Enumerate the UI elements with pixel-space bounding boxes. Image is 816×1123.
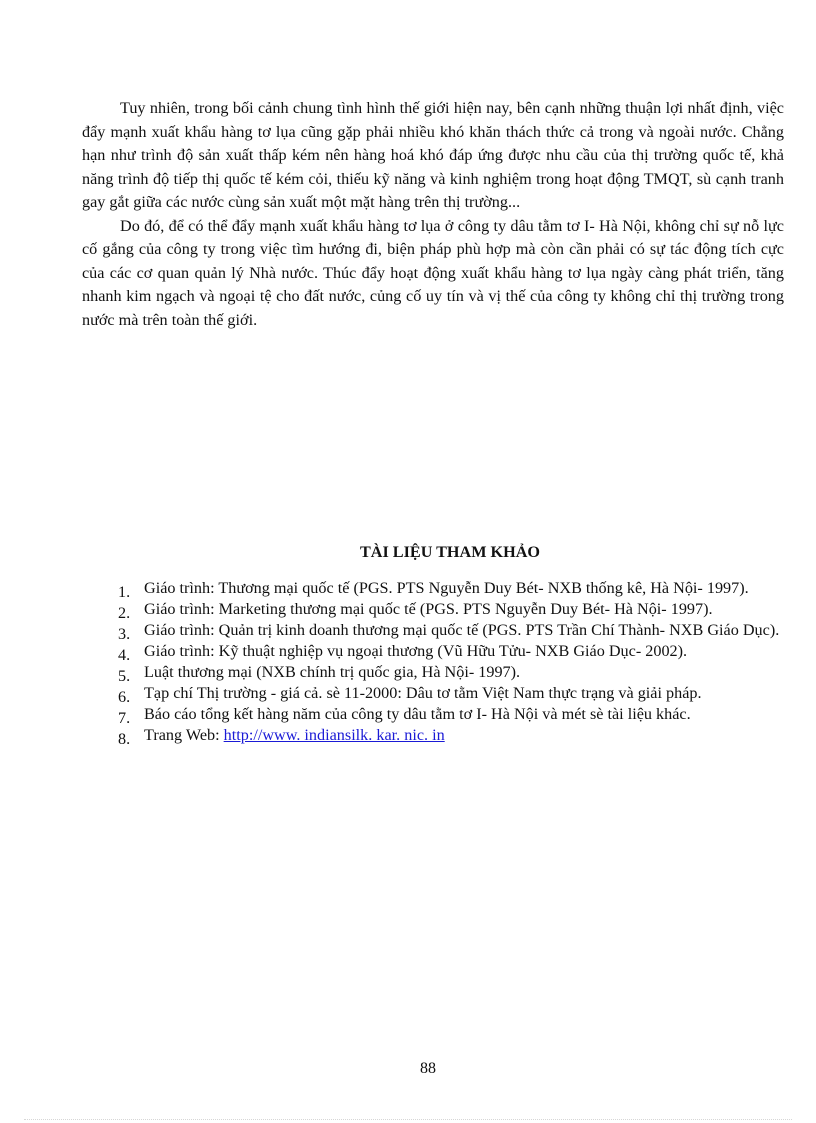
reference-number: 7.: [118, 709, 131, 727]
reference-item: [118, 725, 784, 746]
reference-text: Giáo trình: Thương mại quốc tế (PGS. PTS Nguyễn Duy Bét- NXB thống kê, Hà Nội- 1997).: [144, 579, 749, 597]
website-link[interactable]: http://www. indiansilk. kar. nic. in: [223, 726, 445, 744]
reference-number: 1.: [118, 583, 131, 601]
references-list: [118, 578, 784, 746]
reference-text: Tạp chí Thị trường - giá cả. sè 11-2000: Dâu tơ tằm Việt Nam thực trạng và giải pháp.: [144, 684, 702, 702]
reference-item: [118, 704, 784, 725]
reference-text: Báo cáo tổng kết hàng năm của công ty dâu tằm tơ I- Hà Nội và mét sè tài liệu khác.: [144, 705, 691, 723]
reference-item: [118, 620, 784, 641]
reference-text: Giáo trình: Kỹ thuật nghiệp vụ ngoại thương (Vũ Hữu Tửu- NXB Giáo Dục- 2002).: [144, 642, 688, 660]
reference-text: Luật thương mại (NXB chính trị quốc gia, Hà Nội- 1997).: [144, 663, 521, 681]
reference-number: 8.: [118, 730, 131, 748]
page-number: 88: [420, 1060, 436, 1077]
reference-item: [118, 599, 784, 620]
reference-number: 3.: [118, 625, 131, 643]
reference-text-prefix: Trang Web:: [144, 726, 224, 744]
body-text: [82, 97, 784, 332]
reference-number: 2.: [118, 604, 131, 622]
page-edge-divider: [24, 1119, 792, 1120]
reference-item: [118, 683, 784, 704]
references-title: TÀI LIỆU THAM KHẢO: [359, 543, 541, 561]
paragraph-conclusion: Do đó, để có thể đẩy mạnh xuất khẩu hàng tơ lụa ở công ty dâu tằm tơ I- Hà Nội, không chỉ sự nỗ lực cố gắng của công ty trong việc tìm hướng đi, biện pháp phù hợp mà còn cần phải có sự tác động tích cực của các cơ quan quản lý Nhà nước. Thúc đẩy hoạt động xuất khẩu hàng tơ lụa ngày càng phát triển, tăng nhanh kim ngạch và ngoại tệ cho đất nước, củng cố uy tín và vị thế của công ty không chỉ thị trường trong nước mà trên toàn thế giới.: [82, 216, 784, 329]
reference-number: 6.: [118, 688, 131, 706]
paragraph-challenges: Tuy nhiên, trong bối cảnh chung tình hình thế giới hiện nay, bên cạnh những thuận lợi nhất định, việc đẩy mạnh xuất khẩu hàng tơ lụa cũng gặp phải nhiều khó khăn thách thức cả trong và ngoài nước. Chẳng hạn như trình độ sản xuất thấp kém nên hàng hoá khó đáp ứng được nhu cầu của thị trường quốc tế, khả năng trình độ tiếp thị quốc tế kém cỏi, thiếu kỹ năng và kinh nghiệm trong hoạt động TMQT, sù cạnh tranh gay gắt giữa các nước cùng sản xuất một mặt hàng trên thị trường...: [82, 99, 784, 211]
reference-item: [118, 578, 784, 599]
reference-text: Giáo trình: Marketing thương mại quốc tế (PGS. PTS Nguyễn Duy Bét- Hà Nội- 1997).: [144, 600, 713, 618]
reference-number: 5.: [118, 667, 131, 685]
reference-text: Giáo trình: Quản trị kinh doanh thương mại quốc tế (PGS. PTS Trần Chí Thành- NXB Giáo Dục).: [144, 621, 780, 639]
reference-item: [118, 662, 784, 683]
reference-number: 4.: [118, 646, 131, 664]
reference-item: [118, 641, 784, 662]
